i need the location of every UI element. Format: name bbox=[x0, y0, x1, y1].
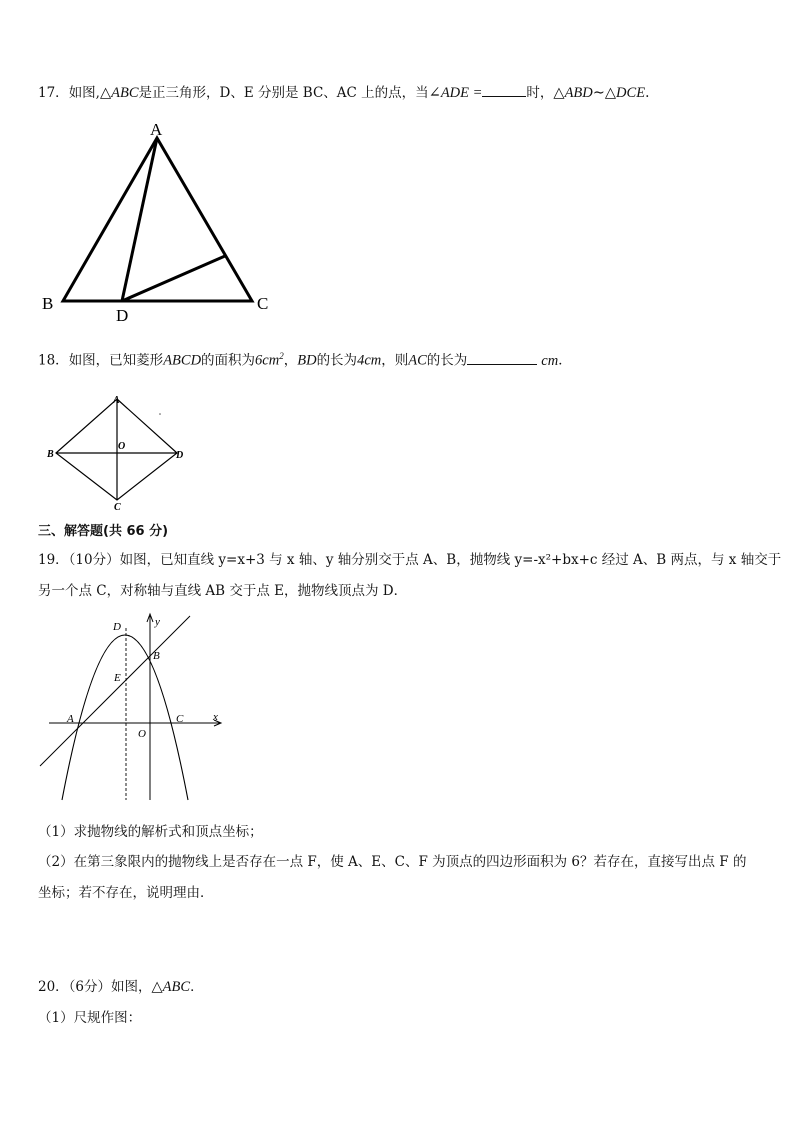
q19-label-y: y bbox=[155, 616, 160, 628]
triangle-abc: △ABC bbox=[99, 85, 139, 101]
q20-stem: 20．（6分）如图，△ABC． bbox=[38, 979, 204, 995]
q19-label-d: D bbox=[113, 621, 121, 633]
section-heading: 三、解答题(共 66 分) bbox=[38, 524, 169, 539]
answer-blank bbox=[482, 82, 526, 97]
q17-label-d: D bbox=[116, 306, 129, 325]
q18-label-a: A bbox=[113, 395, 120, 406]
q18-number: 18． bbox=[38, 352, 69, 369]
similar-triangles: △ABD∼△DCE bbox=[553, 85, 646, 101]
q19-stem-line1: 19．（10分）如图，已知直线 y=x+3 与 x 轴、y 轴分别交于点 A、B，抛物线 y=-x²+bx+c 经过 A、B 两点，与 x 轴交于 bbox=[38, 552, 782, 568]
q18-label-c: C bbox=[114, 502, 121, 513]
answer-blank bbox=[467, 350, 537, 365]
q17-stem: 17．如图,△ABC是正三角形，D、E 分别是 BC、AC 上的点，当∠ADE = 时，△ABD∼△DCE. bbox=[38, 82, 649, 103]
q18-label-b: B bbox=[47, 449, 54, 460]
q19-label-c: C bbox=[176, 713, 184, 725]
q19-label-a: A bbox=[67, 713, 74, 725]
bd-length: 4cm bbox=[357, 352, 382, 369]
q19-label-o: O bbox=[138, 728, 146, 740]
q19-stem-line2: 另一个点 C，对称轴与直线 AB 交于点 E，抛物线顶点为 D． bbox=[38, 583, 408, 599]
diagonal-ac: AC bbox=[408, 352, 427, 369]
angle-ade: ∠ADE = bbox=[428, 85, 483, 101]
rhombus-area: 6cm bbox=[255, 352, 280, 369]
q17-label-b: B bbox=[42, 294, 54, 313]
q19-part1: （1）求抛物线的解析式和顶点坐标； bbox=[38, 824, 263, 840]
rhombus-abcd: ABCD bbox=[163, 352, 202, 369]
q19-part2-line2: 坐标；若不存在，说明理由． bbox=[38, 885, 214, 901]
unit-cm: cm bbox=[541, 352, 559, 369]
q18-label-d: D bbox=[176, 450, 184, 461]
q18-label-o: O bbox=[118, 441, 126, 452]
q17-label-a: A bbox=[150, 120, 163, 139]
q20-part1: （1）尺规作图： bbox=[38, 1010, 142, 1026]
q19-label-x: x bbox=[213, 711, 218, 723]
diagonal-bd: BD bbox=[297, 352, 317, 369]
q17-label-c: C bbox=[257, 294, 269, 313]
q18-stem: 18．如图，已知菱形ABCD的面积为$6cm^2$，BD的长为4cm，则AC的长为 cm． bbox=[38, 351, 572, 369]
q19-label-e: E bbox=[114, 672, 121, 684]
triangle-abc: △ABC bbox=[151, 979, 191, 995]
q19-part2-line1: （2）在第三象限内的抛物线上是否存在一点 F，使 A、E、C、F 为顶点的四边形面积为 6？若存在，直接写出点 F 的 bbox=[38, 854, 747, 870]
q19-label-b: B bbox=[153, 650, 160, 662]
q17-number: 17． bbox=[38, 85, 69, 101]
